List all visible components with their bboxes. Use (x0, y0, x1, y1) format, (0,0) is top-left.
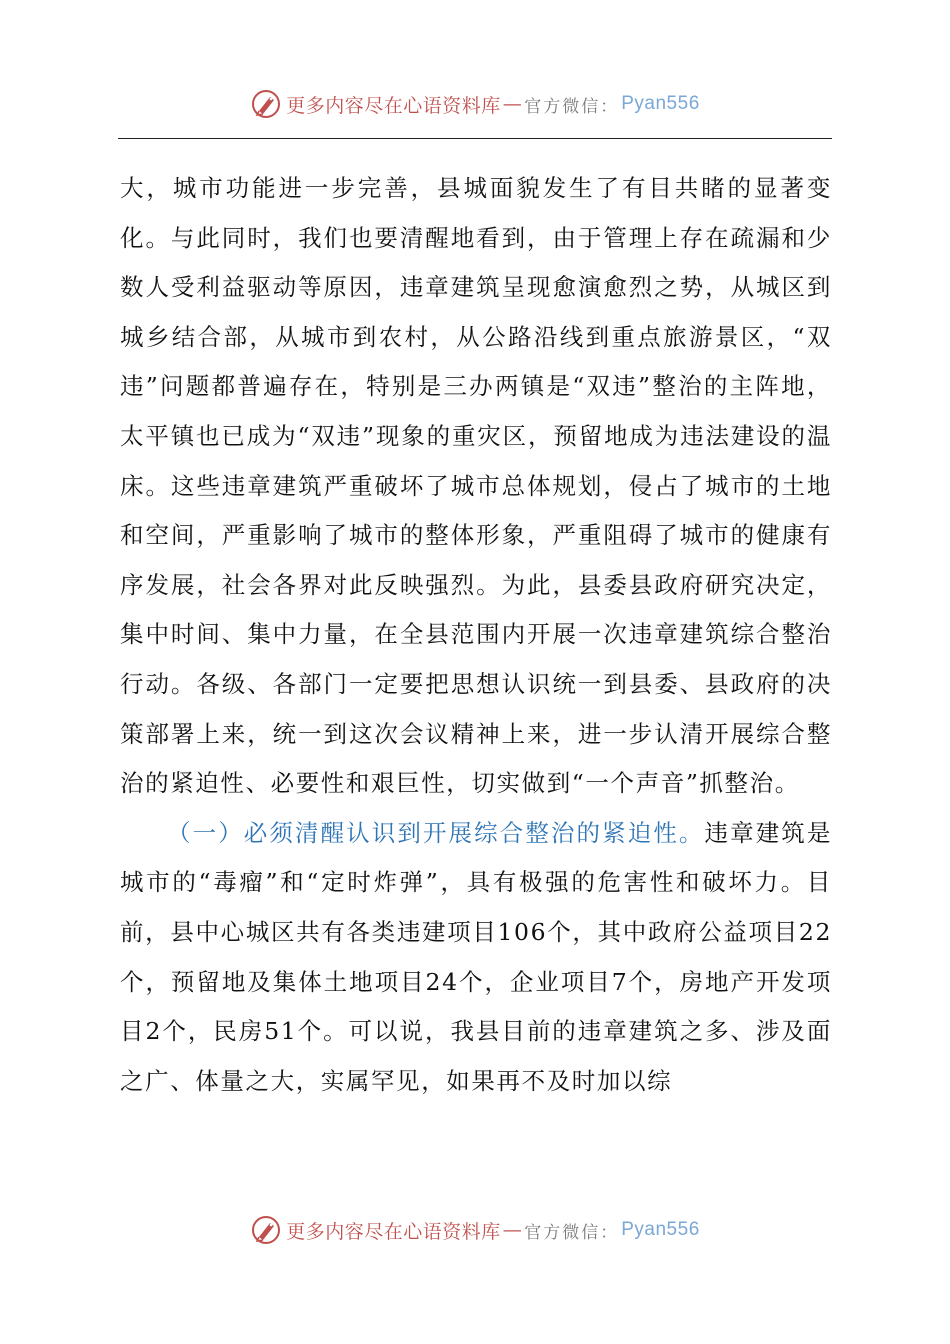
section-text: 违章建筑是城市的“毒瘤”和“定时炸弹”，具有极强的危害性和破坏力。目前，县中心城区共有各类违建项目106个，其中政府公益项目22个，预留地及集体土地项目24个，企业项目7个，房地产开发项目2个，民房51个。可以说，我县目前的违章建筑之多、涉及面之广、体量之大，实属罕见，如果再不及时加以综 (120, 818, 832, 1095)
header-divider (118, 138, 832, 139)
banner-wechat-label: 官方微信： (524, 1222, 620, 1243)
banner-account: Pyan556 (621, 1219, 700, 1240)
header-banner (0, 84, 950, 124)
section-heading: （一）必须清醒认识到开展综合整治的紧迫性。 (167, 818, 705, 847)
banner-wechat-label: 官方微信： (524, 96, 620, 117)
banner-dash: — (502, 1219, 523, 1241)
footer-banner (0, 1210, 950, 1250)
banner-account: Pyan556 (621, 93, 700, 114)
banner-site-name: 更多内容尽在心语资料库 (286, 1220, 501, 1243)
banner-site-name: 更多内容尽在心语资料库 (286, 94, 501, 117)
pen-nib-icon (250, 88, 282, 120)
body-paragraph: 大，城市功能进一步完善，县城面貌发生了有目共睹的显著变化。与此同时，我们也要清醒地看到，由于管理上存在疏漏和少数人受利益驱动等原因，违章建筑呈现愈演愈烈之势，从城区到城乡结合部，从城市到农村，从公路沿线到重点旅游景区，“双违”问题都普遍存在，特别是三办两镇是“双违”整治的主阵地，太平镇也已成为“双违”现象的重灾区，预留地成为违法建设的温床。这些违章建筑严重破坏了城市总体规划，侵占了城市的土地和空间，严重影响了城市的整体形象，严重阻碍了城市的健康有序发展，社会各界对此反映强烈。为此，县委县政府研究决定，集中时间、集中力量，在全县范围内开展一次违章建筑综合整治行动。各级、各部门一定要把思想认识统一到县委、县政府的决策部署上来，统一到这次会议精神上来，进一步认清开展综合整治的紧迫性、必要性和艰巨性，切实做到“一个声音”抓整治。 (120, 174, 832, 798)
pen-nib-icon (250, 1214, 282, 1246)
banner-dash: — (502, 93, 523, 115)
document-body (120, 164, 832, 1106)
body-paragraph (120, 809, 832, 1107)
